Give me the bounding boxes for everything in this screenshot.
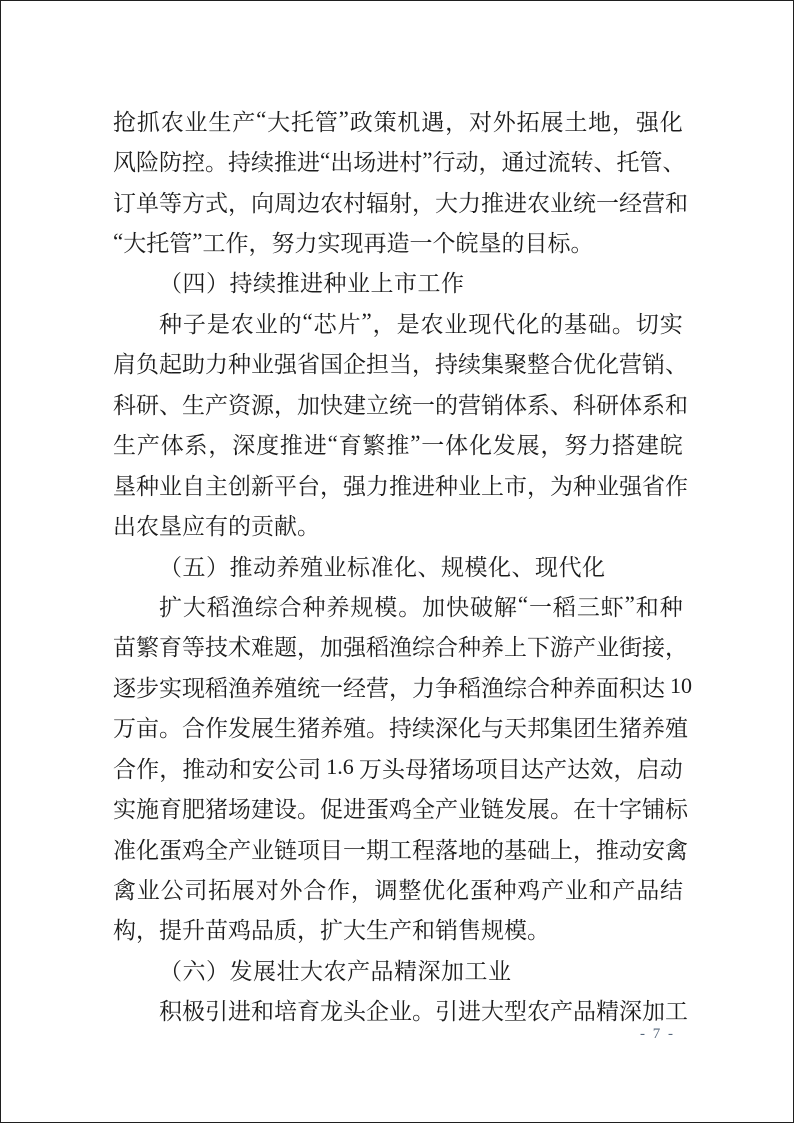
document-body xyxy=(113,100,692,1030)
text-line: 垦 种 业 自 主 创 新 平 台 ， 强 力 推 进 种 业 上 市 ， 为 种 业 强 省 作 xyxy=(113,473,688,499)
text-line: 逐 步 实 现 稻 渔 养 殖 统 一 经 营 ， 力 争 稻 渔 综 合 种 养 面 积 达 10 xyxy=(113,673,692,701)
page-number: - 7 - xyxy=(640,1026,675,1042)
text-line: 订 单 等 方 式 ， 向 周 边 农 村 辐 射 ， 大 力 推 进 农 业 统 一 经 营 和 xyxy=(113,190,688,216)
text-line: 种 子 是 农 业 的 “ 芯 片 ” ， 是 农 业 现 代 化 的 基 础 。 切 实 xyxy=(159,309,683,337)
section-heading: （ 四 ） 持 续 推 进 种 业 上 市 工 作 xyxy=(159,271,465,297)
text-line: 扩 大 稻 渔 综 合 种 养 规 模 。 加 快 破 解 “ 一 稻 三 虾 ” 和 种 xyxy=(159,592,683,620)
text-line: 积 极 引 进 和 培 育 龙 头 企 业 。 引 进 大 型 农 产 品 精 深 加 工 xyxy=(159,999,688,1025)
text-line: 风 险 防 控 。 持 续 推 进 “ 出 场 进 村 ” 行 动 ， 通 过 流 转 、 托 管 、 xyxy=(113,147,686,176)
section-heading: （ 六 ） 发 展 壮 大 农 产 品 精 深 加 工 业 xyxy=(159,958,512,984)
text-line: 合 作 ， 推 动 和 安 公 司 1.6 万 头 母 猪 场 项 目 达 产 达 效 ， 启 动 xyxy=(113,754,683,782)
text-line: 准 化 蛋 鸡 全 产 业 链 项 目 一 期 工 程 落 地 的 基 础 上 ， 推 动 安 禽 xyxy=(113,837,688,863)
text-line: 科 研 、 生 产 资 源 ， 加 快 建 立 统 一 的 营 销 体 系 、 科 研 体 系 和 xyxy=(113,392,688,418)
text-line: 苗 繁 育 等 技 术 难 题 ， 加 强 稻 渔 综 合 种 养 上 下 游 产 业 街 接 ， xyxy=(113,635,688,661)
text-line: 出 农 垦 应 有 的 贡 献 。 xyxy=(113,514,320,540)
text-line: 抢 抓 农 业 生 产 “ 大 托 管 ” 政 策 机 遇 ， 对 外 拓 展 土 地 ， 强 化 xyxy=(113,107,683,135)
text-line: 万 亩 。 合 作 发 展 生 猪 养 殖 。 持 续 深 化 与 天 邦 集 团 生 猪 养 殖 xyxy=(113,716,688,742)
text-line: 构 ， 提 升 苗 鸡 品 质 ， 扩 大 生 产 和 销 售 规 模 。 xyxy=(113,918,550,944)
section-heading: （ 五 ） 推 动 养 殖 业 标 准 化 、 规 模 化 、 现 代 化 xyxy=(159,554,606,580)
text-line: “ 大 托 管 ” 工 作 ， 努 力 实 现 再 造 一 个 皖 垦 的 目 标 。 xyxy=(113,228,594,257)
text-line: 禽 业 公 司 拓 展 对 外 合 作 ， 调 整 优 化 蛋 种 鸡 产 业 和 产 品 结 xyxy=(113,878,683,904)
text-line: 生 产 体 系 ， 深 度 推 进 “ 育 繁 推 ” 一 体 化 发 展 ， 努 力 搭 建 皖 xyxy=(113,430,683,459)
text-line: 实 施 育 肥 猪 场 建 设 。 促 进 蛋 鸡 全 产 业 链 发 展 。 在 十 字 铺 标 xyxy=(113,797,688,823)
text-line: 肩 负 起 助 力 种 业 强 省 国 企 担 当 ， 持 续 集 聚 整 合 优 化 营 销 、 xyxy=(113,352,688,378)
